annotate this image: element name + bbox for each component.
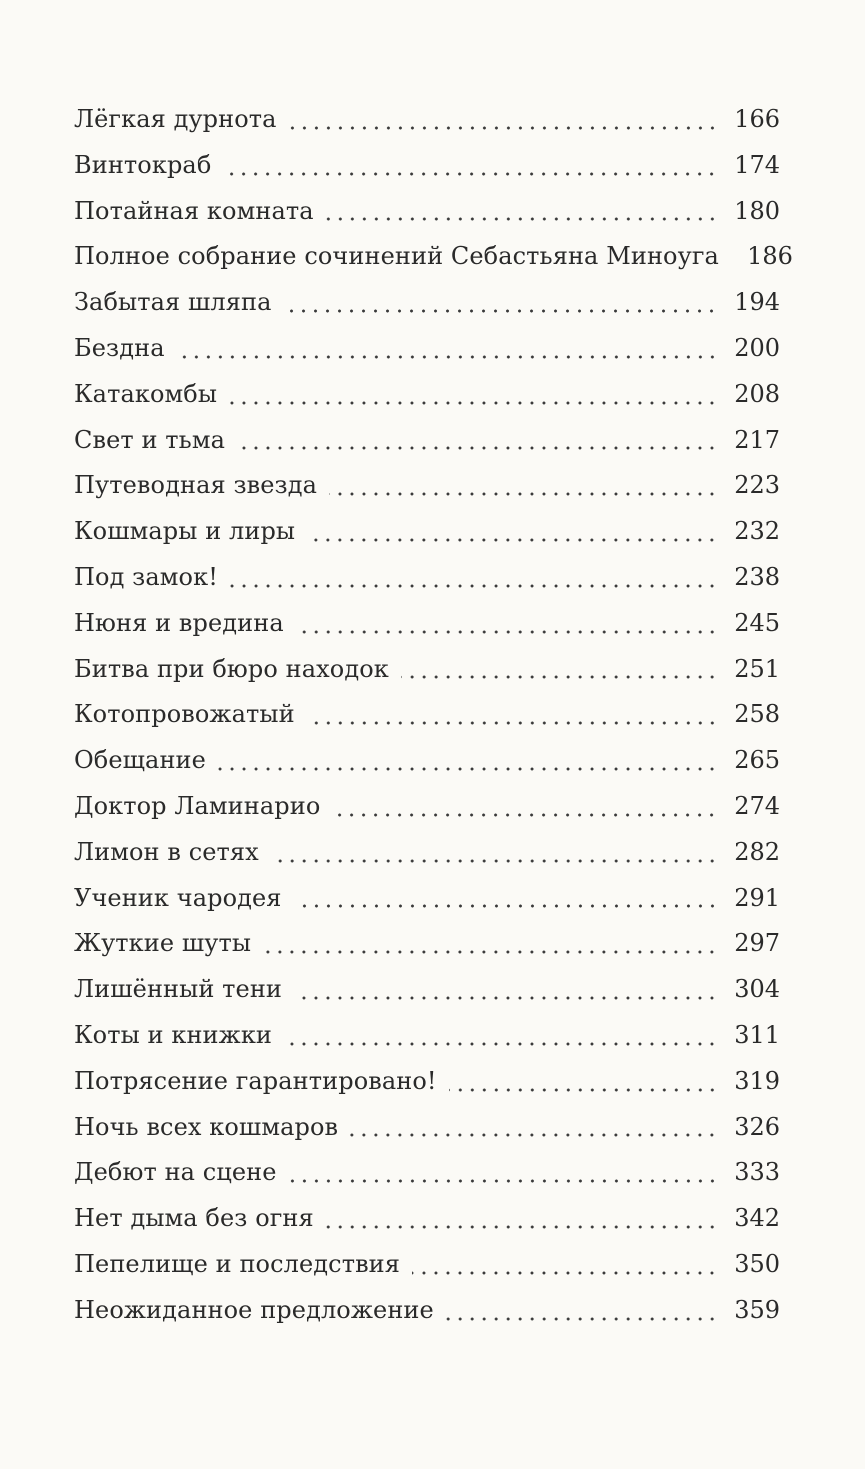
toc-entry-title: Нюня и вредина [74,608,284,637]
dot-leader [401,675,718,679]
dot-leader [271,859,718,863]
toc-entry [74,1059,780,1105]
toc-entry [74,555,780,601]
dot-leader [229,401,718,405]
dot-leader [218,767,718,771]
toc-entry-page: 319 [734,1066,780,1095]
toc-entry [74,647,780,693]
toc-entry-title: Жуткие шуты [74,929,252,958]
toc-entry [74,738,780,784]
toc-entry-title: Кошмары и лиры [74,517,296,546]
toc-entry-title: Катакомбы [74,379,218,408]
toc-entry-page: 265 [734,746,780,775]
toc-entry-page: 326 [734,1112,780,1141]
toc-entry [74,876,780,922]
toc-entry-page: 217 [734,425,780,454]
toc-entry-title: Котопровожатый [74,700,295,729]
toc-entry-title: Обещание [74,746,206,775]
toc-entry-title: Полное собрание сочинений Себастьяна Миноуга [74,242,719,271]
table-of-contents [74,97,793,1334]
dot-leader [329,492,718,496]
dot-leader [326,217,718,221]
toc-entry [74,967,780,1013]
dot-leader [446,1317,718,1321]
toc-entry-title: Под замок! [74,562,218,591]
toc-entry [74,234,793,280]
dot-leader [289,126,718,130]
toc-entry [74,1288,780,1334]
toc-entry-page: 194 [734,288,780,317]
toc-entry-page: 251 [734,654,780,683]
toc-entry-title: Лимон в сетях [74,837,259,866]
toc-entry [74,463,780,509]
toc-entry-page: 232 [734,517,780,546]
toc-entry-page: 342 [734,1204,780,1233]
toc-entry-page: 238 [734,562,780,591]
toc-entry-title: Ученик чародея [74,883,282,912]
toc-entry-title: Потайная комната [74,196,314,225]
toc-entry-page: 297 [734,929,780,958]
toc-entry-title: Битва при бюро находок [74,654,389,683]
dot-leader [307,538,718,542]
toc-entry-page: 333 [734,1158,780,1187]
toc-entry-title: Свет и тьма [74,425,226,454]
toc-entry-page: 208 [734,379,780,408]
toc-entry [74,372,780,418]
toc-entry [74,143,780,189]
toc-entry-title: Винтокраб [74,150,212,179]
toc-entry [74,97,780,143]
toc-entry-title: Потрясение гарантировано! [74,1066,437,1095]
dot-leader [283,309,718,313]
toc-entry-title: Коты и книжки [74,1020,273,1049]
toc-entry [74,509,780,555]
dot-leader [263,950,718,954]
toc-entry [74,280,780,326]
toc-entry-title: Лёгкая дурнота [74,105,277,133]
toc-entry [74,692,780,738]
dot-leader [223,172,718,176]
dot-leader [326,1225,718,1229]
toc-entry-page: 359 [734,1295,780,1324]
dot-leader [230,584,718,588]
toc-entry-page: 223 [734,471,780,500]
toc-entry [74,326,780,372]
toc-entry [74,921,780,967]
dot-leader [284,1042,718,1046]
dot-leader [412,1271,718,1275]
toc-entry [74,189,780,235]
dot-leader [332,813,718,817]
toc-entry-title: Пепелище и последствия [74,1249,401,1278]
dot-leader [307,721,718,725]
toc-entry [74,1150,780,1196]
toc-entry-title: Дебют на сцене [74,1158,277,1187]
toc-entry-title: Бездна [74,333,165,362]
toc-entry-page: 282 [734,837,780,866]
dot-leader [294,904,718,908]
toc-entry [74,1242,780,1288]
toc-entry-title: Неожиданное предложение [74,1295,434,1324]
toc-entry-page: 304 [734,975,780,1004]
dot-leader [177,355,718,359]
toc-entry-title: Ночь всех кошмаров [74,1112,339,1141]
dot-leader [294,996,718,1000]
toc-entry-title: Путеводная звезда [74,471,318,500]
toc-entry [74,1013,780,1059]
toc-entry [74,784,780,830]
dot-leader [237,446,718,450]
toc-entry-page: 200 [734,333,780,362]
toc-entry-page: 291 [734,883,780,912]
toc-entry [74,1105,780,1151]
toc-entry-page: 245 [734,608,780,637]
toc-entry-page: 166 [734,105,780,133]
toc-entry [74,1196,780,1242]
dot-leader [296,630,718,634]
toc-entry-title: Доктор Ламинарио [74,791,321,820]
toc-entry [74,418,780,464]
toc-entry-title: Забытая шляпа [74,288,272,317]
toc-entry-page: 350 [734,1249,780,1278]
toc-entry [74,830,780,876]
toc-entry-page: 174 [734,150,780,179]
toc-entry-page: 186 [747,242,793,271]
toc-entry-page: 180 [734,196,780,225]
toc-entry-title: Лишённый тени [74,975,283,1004]
toc-entry-page: 311 [734,1020,780,1049]
toc-entry-title: Нет дыма без огня [74,1204,314,1233]
toc-entry [74,601,780,647]
toc-entry-page: 274 [734,791,780,820]
dot-leader [289,1179,718,1183]
dot-leader [449,1088,718,1092]
dot-leader [350,1133,718,1137]
toc-entry-page: 258 [734,700,780,729]
